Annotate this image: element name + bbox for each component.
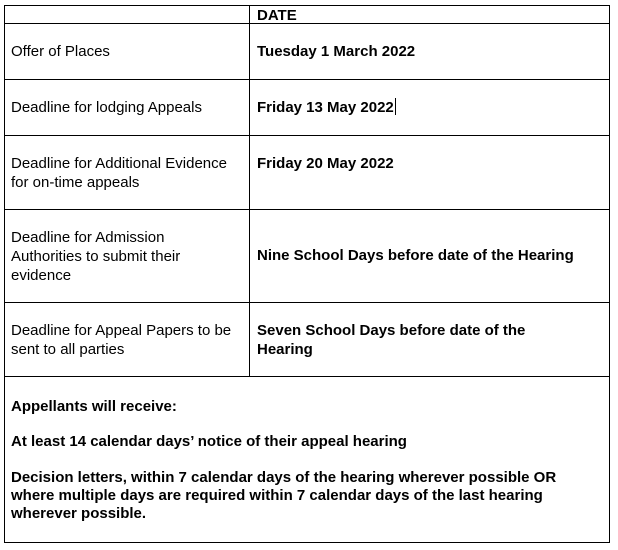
footer-notice: At least 14 calendar days’ notice of their appeal hearing [11,433,407,450]
row-divider [4,209,610,210]
row-authorities-date: Nine School Days before date of the Hearing [257,247,574,264]
row-divider [4,376,610,377]
column-divider [249,5,250,376]
text-cursor [395,98,396,115]
row-lodging-label: Deadline for lodging Appeals [11,99,202,116]
row-authorities-label: Deadline for Admission Authorities to submit their evidence [11,229,181,284]
row-lodging-date [257,98,602,117]
footer-heading: Appellants will receive: [11,398,177,415]
row-divider [4,302,610,303]
row-evidence-label: Deadline for Additional Evidence for on-time appeals [11,155,227,191]
row-offer-label: Offer of Places [11,43,110,60]
row-divider [4,135,610,136]
header-date: DATE [257,7,297,24]
row-papers-date: Seven School Days before date of the Hearing [257,322,526,358]
footer-decision: Decision letters, within 7 calendar days of the hearing wherever possible OR where multiple days are required within 7 calendar days of the last hearing wherever possible. [11,469,557,522]
row-divider [4,79,610,80]
row-evidence-date: Friday 20 May 2022 [257,155,394,172]
row-lodging-date-text: Friday 13 May 2022 [257,99,394,116]
row-papers-label: Deadline for Appeal Papers to be sent to all parties [11,322,232,358]
row-offer-date: Tuesday 1 March 2022 [257,43,416,60]
